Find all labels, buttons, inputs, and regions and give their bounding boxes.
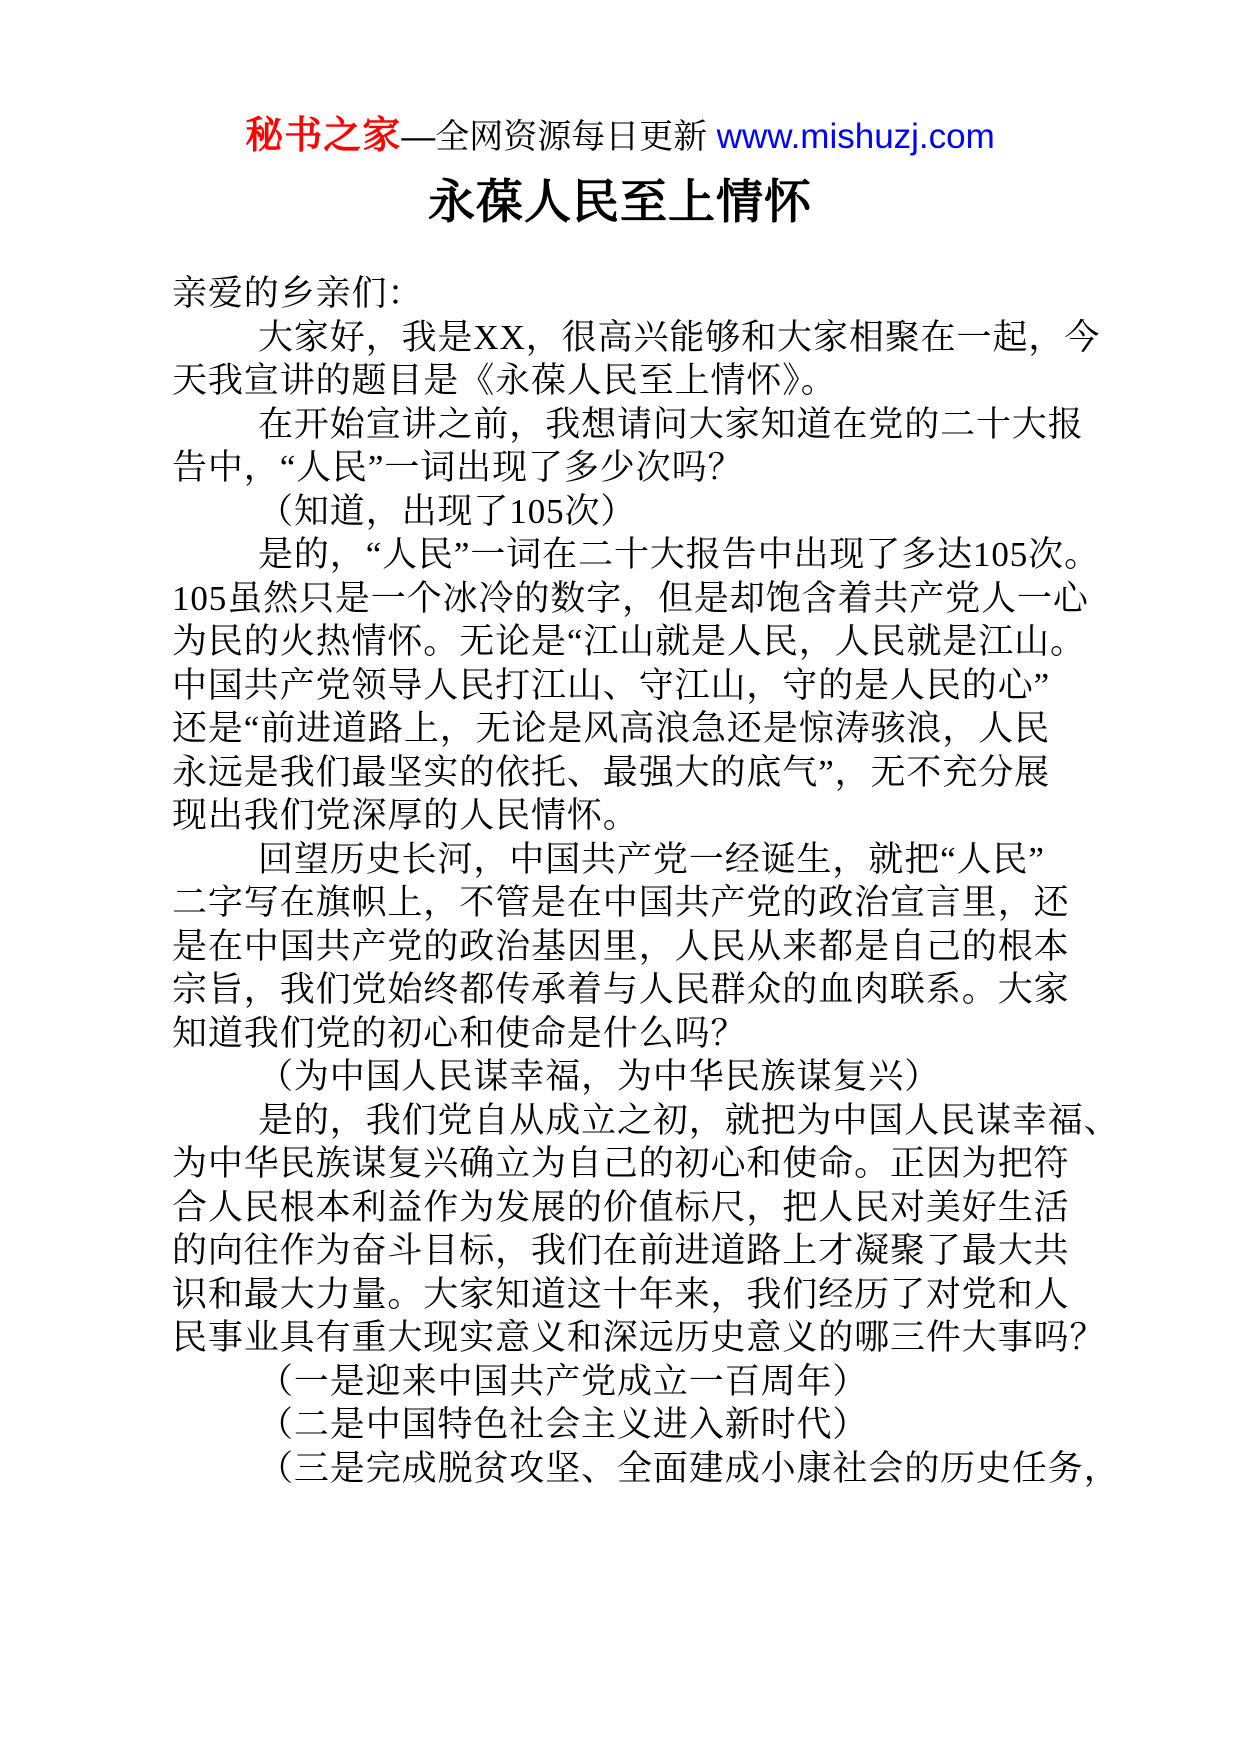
site-tagline: —全网资源每日更新 xyxy=(401,118,717,156)
text-line: （三是完成脱贫攻坚、全面建成小康社会的历史任务， xyxy=(258,1448,1120,1488)
text-line: 在开始宣讲之前，我想请问大家知道在党的二十大报 xyxy=(258,404,1084,444)
text-line: 是在中国共产党的政治基因里，人民从来都是自己的根本 xyxy=(172,926,1070,966)
site-logo-text: 秘书之家 xyxy=(245,115,402,157)
text-line: 105虽然只是一个冰冷的数字，但是却饱含着共产党人一心 xyxy=(172,578,1089,618)
site-header xyxy=(0,110,1240,170)
document-title: 永葆人民至上情怀 xyxy=(428,177,812,229)
text-line: 合人民根本利益作为发展的价值标尺，把人民对美好生活 xyxy=(172,1187,1070,1227)
document-body xyxy=(172,272,1120,1490)
text-line: 亲爱的乡亲们： xyxy=(172,274,424,313)
text-line: 为中华民族谋复兴确立为自己的初心和使命。正因为把符 xyxy=(172,1144,1070,1183)
text-line: 为民的火热情怀。无论是“江山就是人民，人民就是江山。 xyxy=(172,622,1086,661)
text-line: 回望历史长河，中国共产党一经诞生，就把“人民” xyxy=(258,839,1045,879)
text-line: （为中国人民谋幸福，为中华民族谋复兴） xyxy=(258,1057,941,1096)
text-line: 中国共产党领导人民打江山、守江山，守的是人民的心” xyxy=(172,665,1051,705)
text-line: 还是“前进道路上，无论是风高浪急还是惊涛骇浪，人民 xyxy=(172,709,1051,748)
text-line: 是的，我们党自从成立之初，就把为中国人民谋幸福、 xyxy=(258,1100,1120,1140)
text-line: 天我宣讲的题目是《永葆人民至上情怀》。 xyxy=(172,361,837,400)
site-url-link[interactable]: www.mishuzj.com xyxy=(716,117,995,156)
text-line: 识和最大力量。大家知道这十年来，我们经历了对党和人 xyxy=(172,1274,1070,1314)
text-line: 民事业具有重大现实意义和深远历史意义的哪三件大事吗？ xyxy=(172,1318,1106,1357)
text-line: （一是迎来中国共产党成立一百周年） xyxy=(258,1361,869,1401)
text-line: 的向往作为奋斗目标，我们在前进道路上才凝聚了最大共 xyxy=(172,1231,1070,1270)
text-line: 现出我们党深厚的人民情怀。 xyxy=(172,796,639,835)
text-line: 告中，“人民”一词出现了多少次吗？ xyxy=(172,448,744,487)
text-line: 永远是我们最坚实的依托、最强大的底气”，无不充分展 xyxy=(172,752,1051,792)
text-line: 二字写在旗帜上，不管是在中国共产党的政治宣言里，还 xyxy=(172,883,1070,922)
text-line: 宗旨，我们党始终都传承着与人民群众的血肉联系。大家 xyxy=(172,970,1070,1009)
text-line: （二是中国特色社会主义进入新时代） xyxy=(258,1405,869,1444)
text-line: （知道，出现了105次） xyxy=(258,491,637,531)
text-line: 知道我们党的初心和使命是什么吗？ xyxy=(172,1013,747,1053)
text-line: 是的，“人民”一词在二十大报告中出现了多达105次。 xyxy=(258,535,1100,574)
text-line: 大家好，我是XX，很高兴能够和大家相聚在一起，今 xyxy=(258,317,1101,357)
